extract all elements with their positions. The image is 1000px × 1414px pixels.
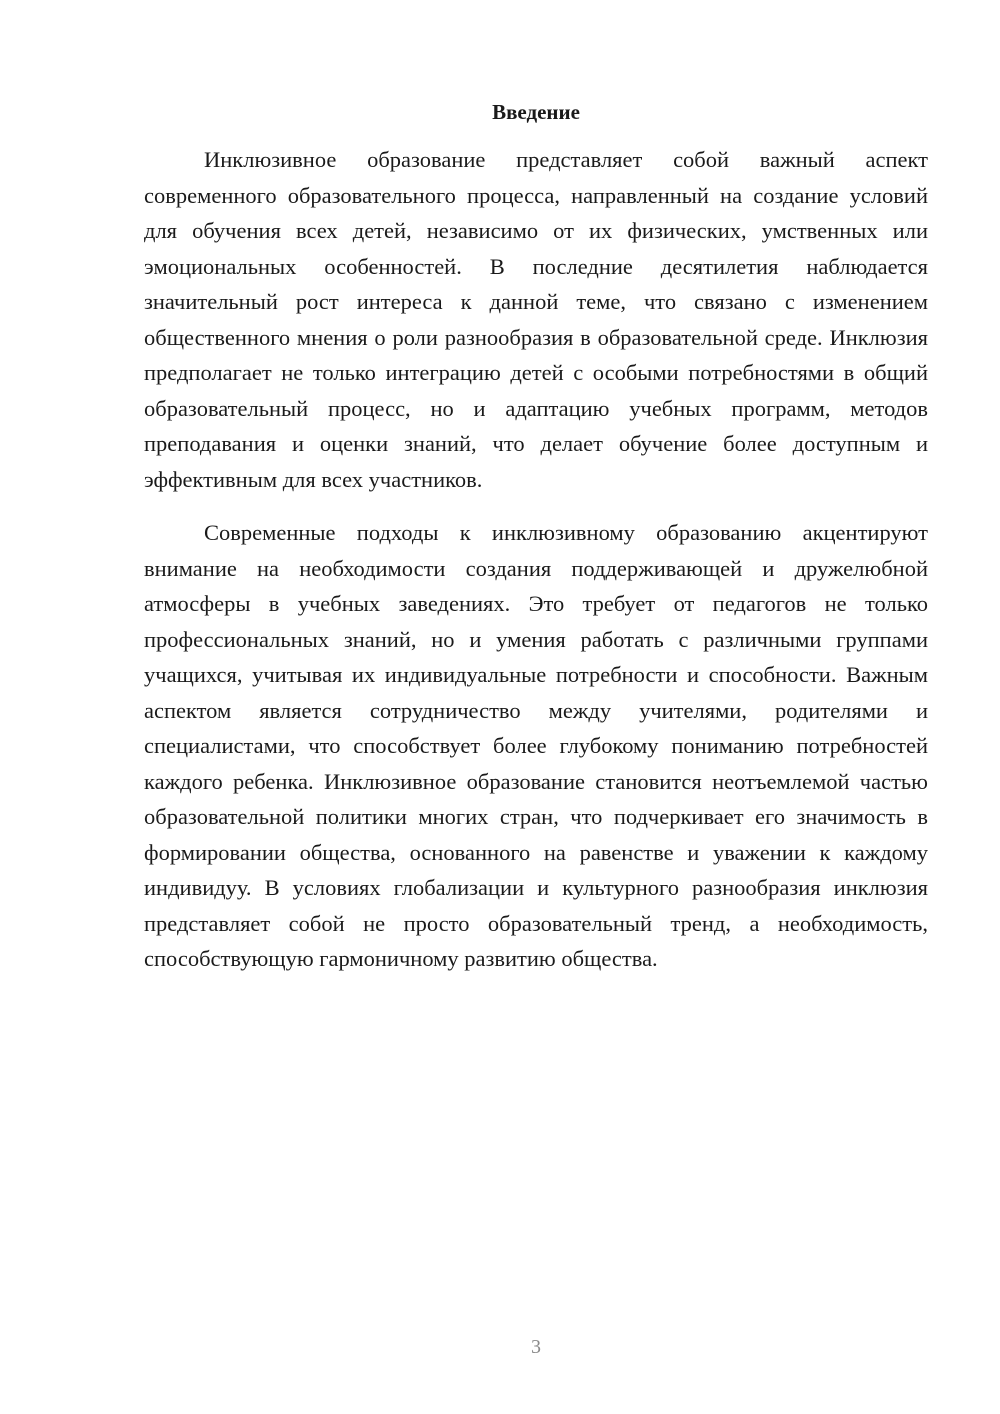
page-number: 3: [531, 1336, 541, 1358]
section-heading: Введение: [492, 100, 580, 124]
body-text: [144, 142, 928, 977]
paragraph-2: Современные подходы к инклюзивному образованию акцентируют внимание на необходимости создания поддерживающей и дружелюбной атмосферы в учебных заведениях. Это требует от педагогов не только профессиональных знаний, но и умения работать с различными группами учащихся, учитывая их индивидуальные потребности и способности. Важным аспектом является сотрудничество между учителями, родителями и специалистами, что способствует более глубокому пониманию потребностей каждого ребенка. Инклюзивное образование становится неотъемлемой частью образовательной политики многих стран, что подчеркивает его значимость в формировании общества, основанного на равенстве и уважении к каждому индивидуу. В условиях глобализации и культурного разнообразия инклюзия представляет собой не просто образовательный тренд, а необходимость, способствующую гармоничному развитию общества.: [144, 520, 928, 971]
paragraph-1: Инклюзивное образование представляет собой важный аспект современного образовательного процесса, направленный на создание условий для обучения всех детей, независимо от их физических, умственных или эмоциональных особенностей. В последние десятилетия наблюдается значительный рост интереса к данной теме, что связано с изменением общественного мнения о роли разнообразия в образовательной среде. Инклюзия предполагает не только интеграцию детей с особыми потребностями в общий образовательный процесс, но и адаптацию учебных программ, методов преподавания и оценки знаний, что делает обучение более доступным и эффективным для всех участников.: [144, 147, 928, 492]
